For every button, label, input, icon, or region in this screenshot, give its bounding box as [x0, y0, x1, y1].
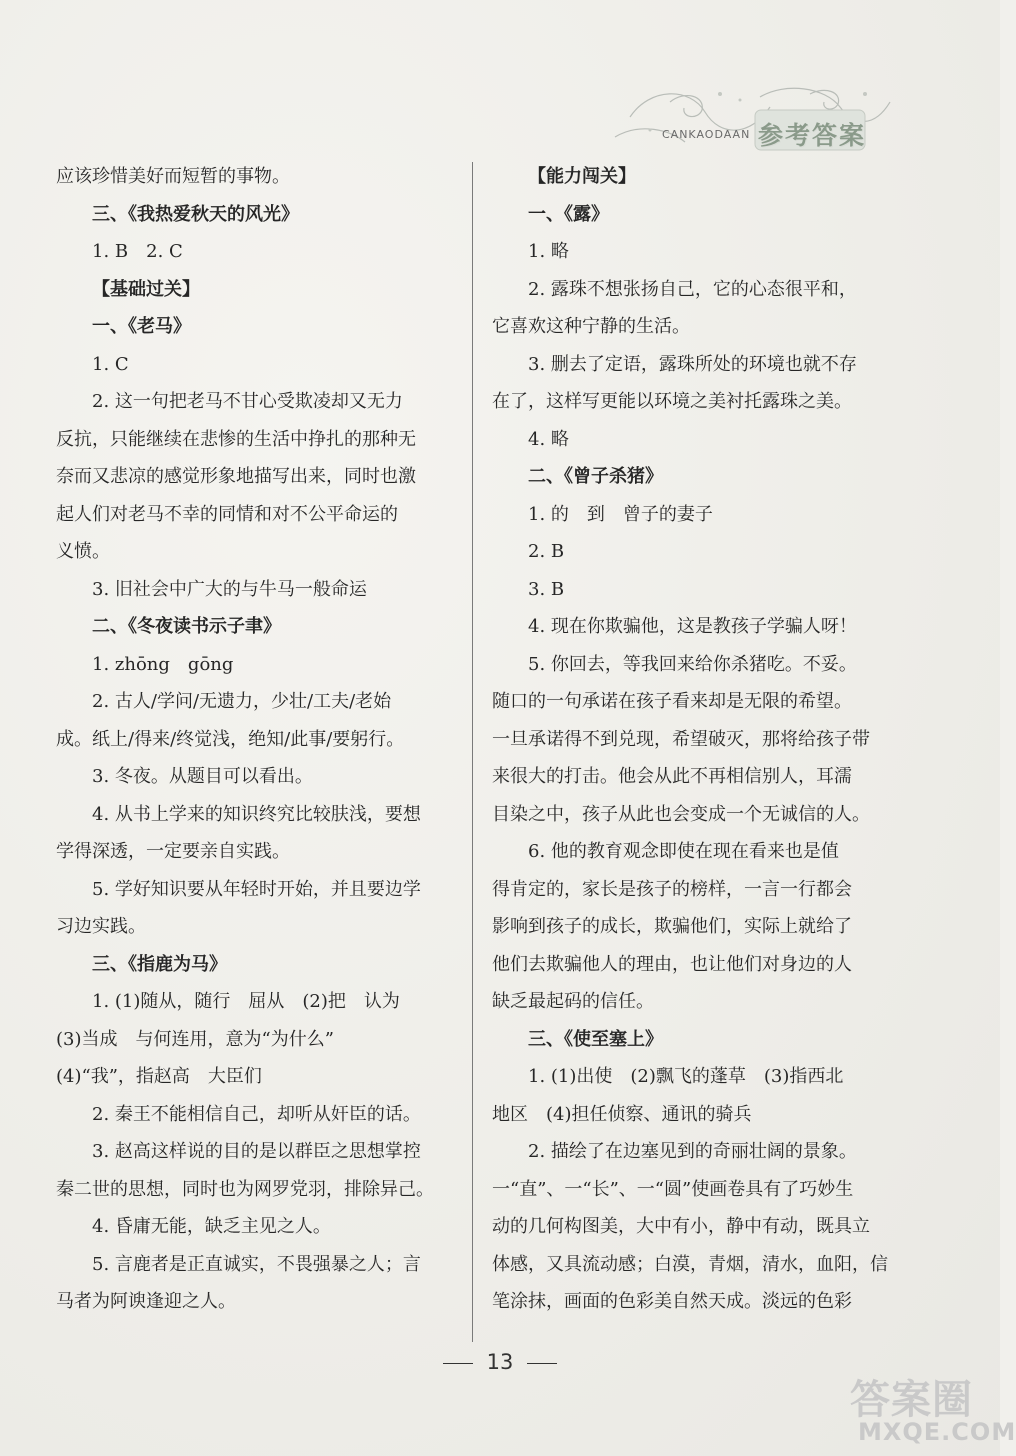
answer-line: 5. 你回去，等我回来给你杀猪吃。不妥。 — [528, 653, 857, 675]
answer-line: 习边实践。 — [56, 916, 146, 937]
answer-line: 3. 旧社会中广大的与牛马一般命运 — [92, 578, 367, 600]
column-divider — [472, 162, 473, 1342]
answer-line: 3. 赵高这样说的目的是以群臣之思想掌控 — [92, 1141, 421, 1162]
answer-line: (3)当成 与何连用，意为“为什么” — [56, 1028, 334, 1050]
section-heading: 【能力闯关】 — [528, 166, 636, 187]
footer-dash-right — [527, 1363, 557, 1364]
answer-line: 来很大的打击。他会从此不再相信别人，耳濡 — [492, 766, 852, 787]
answer-line: 1. B 2. C — [92, 241, 183, 262]
answer-line: 2. 秦王不能相信自己，却听从奸臣的话。 — [92, 1103, 421, 1125]
answer-line: 它喜欢这种宁静的生活。 — [492, 316, 690, 337]
answer-line: 2. 露珠不想张扬自己，它的心态很平和， — [528, 278, 857, 300]
answer-line: 秦二世的思想，同时也为网罗党羽，排除异己。 — [56, 1178, 434, 1200]
answer-line: 目染之中，孩子从此也会变成一个无诚信的人。 — [492, 803, 870, 825]
answer-line: (4)“我”，指赵高 大臣们 — [56, 1066, 262, 1087]
answer-line: 影响到孩子的成长，欺骗他们，实际上就给了 — [492, 916, 852, 937]
watermark-url: MXQE.COM — [858, 1418, 1016, 1446]
answer-line: 2. 古人/学问/无遗力，少壮/工夫/老始 — [92, 691, 392, 712]
answer-line: 1. 的 到 曾子的妻子 — [528, 503, 713, 525]
answer-line: 缺乏最起码的信任。 — [492, 991, 654, 1012]
section-heading: 三、《使至塞上》 — [528, 1028, 663, 1050]
answer-line: 2. 描绘了在边塞见到的奇丽壮阔的景象。 — [528, 1141, 857, 1162]
answer-line: 随口的一句承诺在孩子看来却是无限的希望。 — [492, 691, 852, 712]
answer-line: 1. (1)随从，随行 屈从 (2)把 认为 — [92, 991, 400, 1012]
right-column — [492, 158, 910, 1321]
answer-line: 3. 冬夜。从题目可以看出。 — [92, 766, 313, 787]
section-heading: 【基础过关】 — [92, 278, 200, 300]
answer-line: 1. C — [92, 353, 129, 375]
answer-line: 成。纸上/得来/终觉浅，绝知/此事/要躬行。 — [56, 728, 405, 750]
answer-line: 1. zhōng gōng — [92, 653, 234, 675]
answer-line: 笔涂抹，画面的色彩美自然天成。淡远的色彩 — [492, 1291, 852, 1312]
answer-line: 3. B — [528, 578, 565, 600]
answer-line: 1. 略 — [528, 241, 569, 262]
section-heading: 三、《指鹿为马》 — [92, 953, 227, 975]
page-number: 13 — [486, 1350, 514, 1374]
answer-line: 起人们对老马不幸的同情和对不公平命运的 — [56, 503, 398, 525]
answer-line: 地区 (4)担任侦察、通讯的骑兵 — [492, 1103, 752, 1125]
header-pinyin-label: CANKAODAAN — [662, 128, 751, 141]
answer-line: 在了，这样写更能以环境之美衬托露珠之美。 — [492, 391, 852, 412]
answer-line: 一“直”、一“长”、一“圆”使画卷具有了巧妙生 — [492, 1178, 854, 1200]
section-heading: 二、《曾子杀猪》 — [528, 466, 663, 487]
answer-line: 3. 删去了定语，露珠所处的环境也就不存 — [528, 353, 857, 375]
answer-line: 2. B — [528, 541, 565, 562]
answer-line: 6. 他的教育观念即使在现在看来也是值 — [528, 841, 839, 862]
left-column — [56, 158, 466, 1321]
answer-line: 体感，又具流动感；白漠，青烟，清水，血阳，信 — [492, 1253, 888, 1275]
answer-line: 4. 现在你欺骗他，这是教孩子学骗人呀！ — [528, 616, 857, 637]
answer-line: 学得深透，一定要亲自实践。 — [56, 841, 290, 862]
answer-line: 5. 言鹿者是正直诚实，不畏强暴之人；言 — [92, 1253, 421, 1275]
answer-line: 义愤。 — [56, 541, 110, 562]
answer-line: 动的几何构图美，大中有小，静中有动，既具立 — [492, 1216, 870, 1237]
answer-line: 奈而又悲凉的感觉形象地描写出来，同时也激 — [56, 466, 416, 487]
section-heading: 一、《老马》 — [92, 316, 191, 337]
section-heading: 二、《冬夜读书示子聿》 — [92, 616, 281, 637]
header-title: 参考答案 — [758, 121, 867, 150]
watermark-logo-text: 答案圈 — [850, 1377, 973, 1423]
answer-line: 反抗，只能继续在悲惨的生活中挣扎的那种无 — [56, 428, 416, 450]
answer-line: 5. 学好知识要从年轻时开始，并且要边学 — [92, 878, 421, 900]
answer-line: 一旦承诺得不到兑现，希望破灭，那将给孩子带 — [492, 728, 870, 750]
answer-line: 4. 从书上学来的知识终究比较肤浅，要想 — [92, 803, 421, 825]
answer-line: 得肯定的，家长是孩子的榜样，一言一行都会 — [492, 878, 852, 900]
answer-line: 他们去欺骗他人的理由，也让他们对身边的人 — [492, 953, 852, 975]
section-heading: 三、《我热爱秋天的风光》 — [92, 203, 299, 225]
answer-line: 马者为阿谀逢迎之人。 — [56, 1291, 236, 1312]
footer-dash-left — [443, 1363, 473, 1364]
answer-line: 2. 这一句把老马不甘心受欺凌却又无力 — [92, 391, 403, 412]
answer-line: 4. 昏庸无能，缺乏主见之人。 — [92, 1216, 331, 1237]
answer-line: 4. 略 — [528, 428, 569, 450]
answer-line: 1. (1)出使 (2)飘飞的蓬草 (3)指西北 — [528, 1066, 844, 1087]
answer-line: 应该珍惜美好而短暂的事物。 — [56, 166, 290, 187]
section-heading: 一、《露》 — [528, 203, 609, 225]
